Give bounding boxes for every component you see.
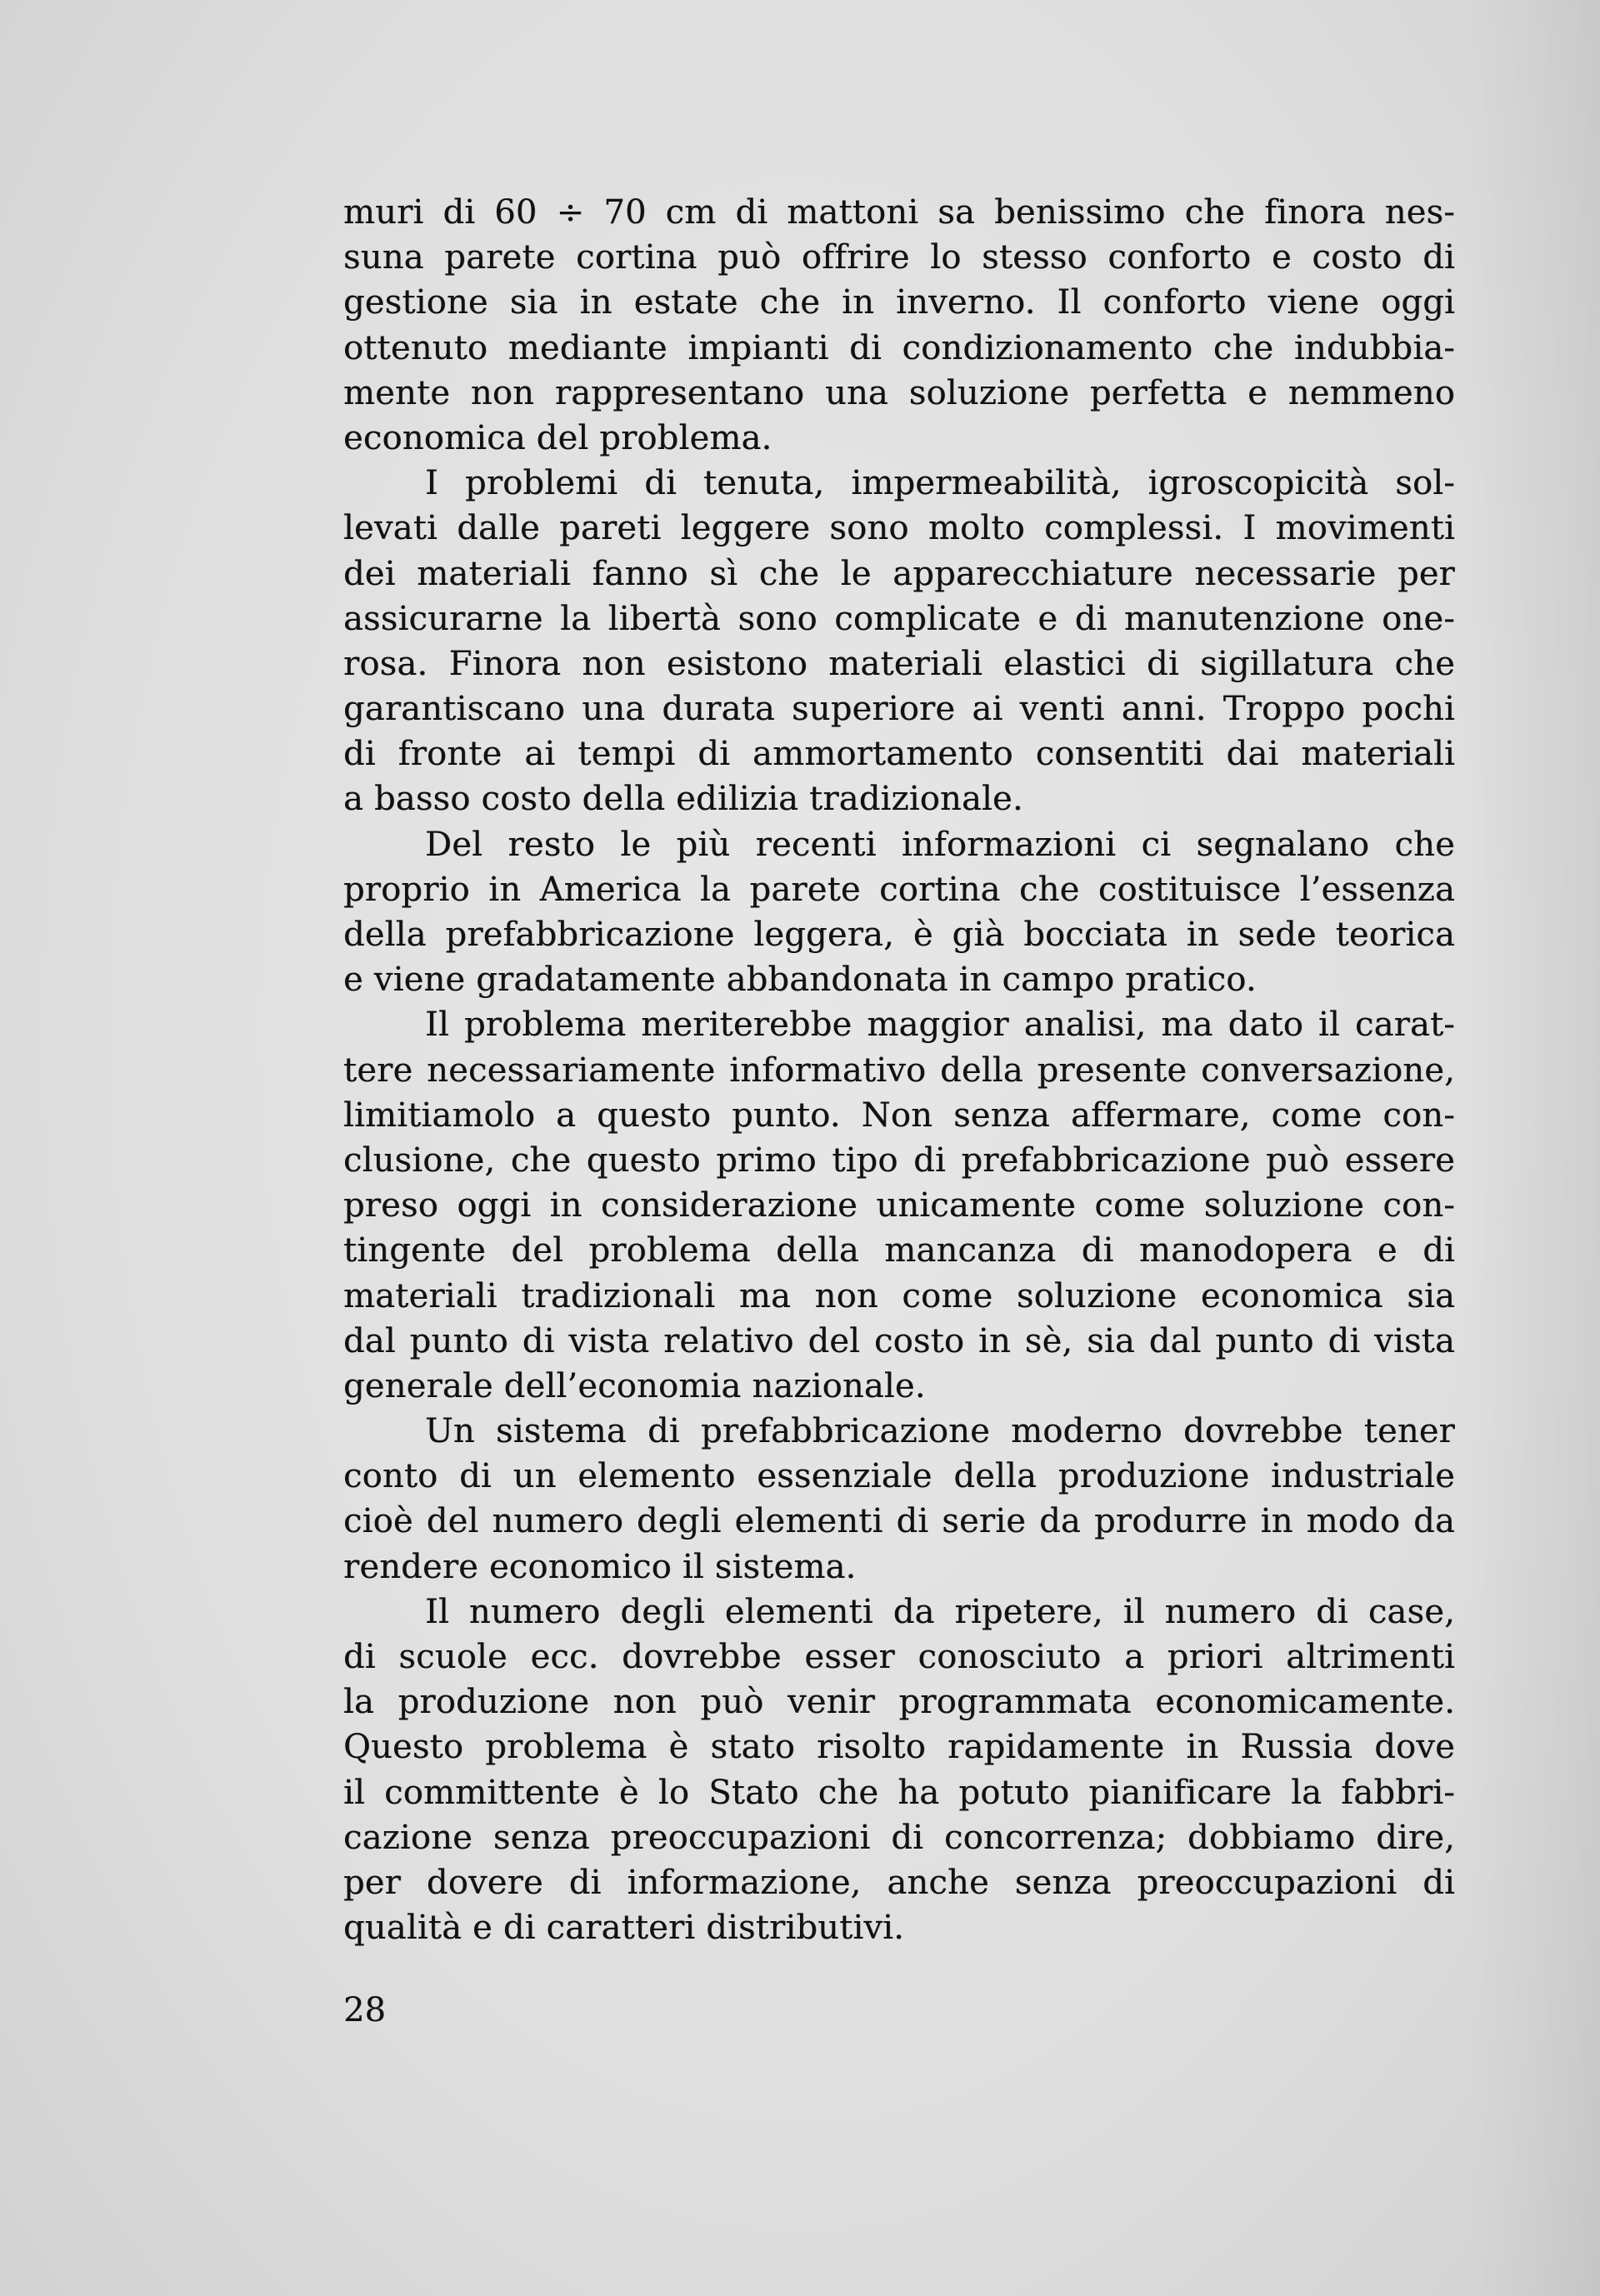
text-line: di scuole ecc. dovrebbe esser conosciuto a priori altrimenti xyxy=(343,1638,1455,1676)
text-line: conto di un elemento essenziale della produzione industriale xyxy=(343,1457,1455,1496)
text-line: garantiscano una durata superiore ai venti anni. Troppo pochi xyxy=(343,690,1455,729)
text-line: muri di 60 ÷ 70 cm di mattoni sa benissimo che finora nes- xyxy=(343,193,1455,232)
text-line: cazione senza preoccupazioni di concorrenza; dobbiamo dire, xyxy=(343,1818,1455,1857)
text-line: suna parete cortina può offrire lo stesso conforto e costo di xyxy=(343,238,1455,277)
text-line: Il numero degli elementi da ripetere, il numero di case, xyxy=(425,1592,1455,1631)
text-line: rosa. Finora non esistono materiali elastici di sigillatura che xyxy=(343,644,1455,683)
text-line: levati dalle pareti leggere sono molto complessi. I movimenti xyxy=(343,509,1455,548)
text-line: proprio in America la parete cortina che costituisce l’essenza xyxy=(343,870,1455,909)
text-line: per dovere di informazione, anche senza preoccupazioni di xyxy=(343,1863,1455,1902)
text-line: preso oggi in considerazione unicamente come soluzione con- xyxy=(343,1186,1455,1225)
text-line: dal punto di vista relativo del costo in sè, sia dal punto di vista xyxy=(343,1321,1455,1360)
text-line: Questo problema è stato risolto rapidamente in Russia dove xyxy=(343,1728,1455,1767)
text-line: materiali tradizionali ma non come soluzione economica sia xyxy=(343,1276,1455,1315)
text-line: cioè del numero degli elementi di serie da produrre in modo da xyxy=(343,1502,1455,1541)
text-line: dei materiali fanno sì che le apparecchiature necessarie per xyxy=(343,554,1455,593)
page-number: 28 xyxy=(343,1991,386,2029)
text-line: economica del problema. xyxy=(343,418,772,457)
text-line: Del resto le più recenti informazioni ci segnalano che xyxy=(425,825,1455,864)
text-line: tingente del problema della mancanza di manodopera e di xyxy=(343,1231,1455,1270)
text-line: rendere economico il sistema. xyxy=(343,1547,857,1586)
body-text xyxy=(343,190,1455,1950)
text-line: Un sistema di prefabbricazione moderno dovrebbe tener xyxy=(425,1412,1455,1451)
text-line: gestione sia in estate che in inverno. Il conforto viene oggi xyxy=(343,283,1455,322)
text-line: assicurarne la libertà sono complicate e di manutenzione one- xyxy=(343,599,1455,638)
text-line: tere necessariamente informativo della presente conversazione, xyxy=(343,1051,1455,1090)
text-line: limitiamolo a questo punto. Non senza affermare, come con- xyxy=(343,1096,1455,1135)
text-line: generale dell’economia nazionale. xyxy=(343,1366,926,1405)
text-line: qualità e di caratteri distributivi. xyxy=(343,1909,905,1948)
text-line: della prefabbricazione leggera, è già bocciata in sede teorica xyxy=(343,916,1455,954)
text-line: mente non rappresentano una soluzione perfetta e nemmeno xyxy=(343,373,1455,412)
text-line: la produzione non può venir programmata economicamente. xyxy=(343,1683,1455,1722)
text-line: di fronte ai tempi di ammortamento consentiti dai materiali xyxy=(343,735,1455,774)
text-line: Il problema meriterebbe maggior analisi, ma dato il carat- xyxy=(425,1006,1455,1045)
text-line: e viene gradatamente abbandonata in campo pratico. xyxy=(343,961,1257,1000)
text-line: a basso costo della edilizia tradizionale. xyxy=(343,780,1023,819)
text-line: clusione, che questo primo tipo di prefabbricazione può essere xyxy=(343,1141,1455,1180)
text-line: il committente è lo Stato che ha potuto pianificare la fabbri- xyxy=(343,1773,1455,1812)
text-line: I problemi di tenuta, impermeabilità, igroscopicità sol- xyxy=(425,464,1455,503)
text-line: ottenuto mediante impianti di condizionamento che indubbia- xyxy=(343,328,1455,367)
